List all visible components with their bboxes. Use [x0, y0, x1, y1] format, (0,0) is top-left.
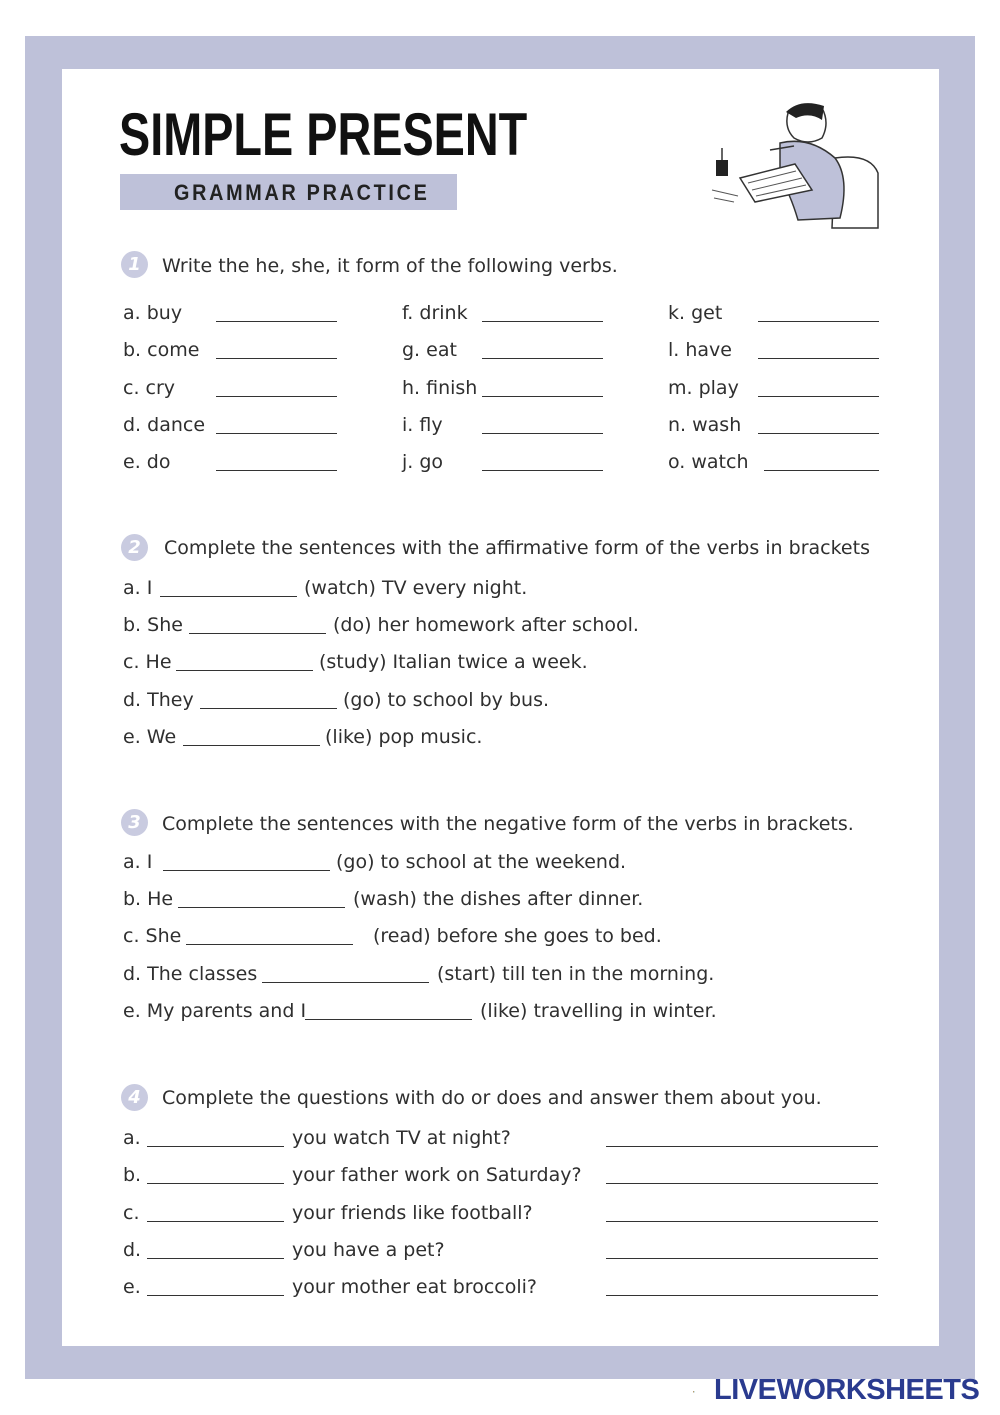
answer-line[interactable]: [606, 1221, 878, 1222]
question-text: your mother eat broccoli?: [292, 1276, 537, 1298]
question-letter: d.: [123, 1239, 142, 1261]
answer-blank[interactable]: [262, 982, 429, 983]
answer-blank[interactable]: [200, 708, 337, 709]
verb-label: a. buy: [123, 302, 183, 324]
answer-blank[interactable]: [758, 433, 879, 434]
verb-label: c. cry: [123, 377, 176, 399]
answer-blank[interactable]: [147, 1258, 284, 1259]
sentence-end: (study) Italian twice a week.: [319, 651, 588, 673]
sentence-end: (do) her homework after school.: [333, 614, 639, 636]
sentence-end: (wash) the dishes after dinner.: [353, 888, 644, 910]
answer-blank[interactable]: [482, 321, 603, 322]
section-1-instruction: Write the he, she, it form of the following verbs.: [162, 255, 618, 277]
sentence-start: a. I: [123, 851, 153, 873]
verb-label: o. watch: [668, 451, 749, 473]
answer-blank[interactable]: [216, 396, 337, 397]
answer-blank[interactable]: [764, 470, 879, 471]
sentence-start: a. I: [123, 577, 153, 599]
question-text: your friends like football?: [292, 1202, 533, 1224]
answer-blank[interactable]: [147, 1295, 284, 1296]
verb-label: i. fly: [402, 414, 443, 436]
sentence-end: (watch) TV every night.: [304, 577, 528, 599]
verb-label: d. dance: [123, 414, 206, 436]
question-text: your father work on Saturday?: [292, 1164, 582, 1186]
verb-label: j. go: [402, 451, 444, 473]
liveworksheets-brand: LIVEWORKSHEETS: [714, 1374, 980, 1406]
liveworksheets-logo-icon: [693, 1380, 713, 1404]
section-3-number: 3: [121, 809, 148, 836]
answer-line[interactable]: [606, 1146, 878, 1147]
answer-blank[interactable]: [216, 470, 337, 471]
answer-blank[interactable]: [176, 670, 313, 671]
answer-blank[interactable]: [189, 633, 326, 634]
answer-blank[interactable]: [482, 433, 603, 434]
answer-blank[interactable]: [482, 396, 603, 397]
section-4-instruction: Complete the questions with do or does and answer them about you.: [162, 1087, 822, 1109]
verb-label: l. have: [668, 339, 732, 361]
verb-label: k. get: [668, 302, 723, 324]
answer-blank[interactable]: [186, 944, 353, 945]
sentence-end: (go) to school at the weekend.: [336, 851, 627, 873]
answer-blank[interactable]: [216, 321, 337, 322]
question-letter: c.: [123, 1202, 140, 1224]
answer-line[interactable]: [606, 1295, 878, 1296]
answer-line[interactable]: [606, 1183, 878, 1184]
verb-label: n. wash: [668, 414, 742, 436]
page-subtitle: GRAMMAR PRACTICE: [174, 180, 430, 205]
verb-label: e. do: [123, 451, 171, 473]
answer-line[interactable]: [606, 1258, 878, 1259]
sentence-end: (start) till ten in the morning.: [437, 963, 715, 985]
section-2-instruction: Complete the sentences with the affirmative form of the verbs in brackets: [164, 537, 870, 559]
verb-label: f. drink: [402, 302, 468, 324]
section-1-number: 1: [121, 251, 148, 278]
answer-blank[interactable]: [482, 358, 603, 359]
sentence-end: (read) before she goes to bed.: [373, 925, 662, 947]
answer-blank[interactable]: [178, 907, 345, 908]
sentence-start: c. She: [123, 925, 182, 947]
sentence-start: d. The classes: [123, 963, 258, 985]
answer-blank[interactable]: [758, 321, 879, 322]
answer-blank[interactable]: [147, 1146, 284, 1147]
verb-label: g. eat: [402, 339, 457, 361]
sentence-start: c. He: [123, 651, 172, 673]
section-3-instruction: Complete the sentences with the negative form of the verbs in brackets.: [162, 813, 854, 835]
verb-label: h. finish: [402, 377, 478, 399]
answer-blank[interactable]: [147, 1221, 284, 1222]
answer-blank[interactable]: [147, 1183, 284, 1184]
sentence-end: (go) to school by bus.: [343, 689, 550, 711]
question-text: you watch TV at night?: [292, 1127, 511, 1149]
sentence-start: d. They: [123, 689, 194, 711]
answer-blank[interactable]: [183, 745, 320, 746]
answer-blank[interactable]: [305, 1019, 472, 1020]
student-reading-illustration: [710, 98, 890, 238]
sentence-start: e. My parents and I: [123, 1000, 307, 1022]
answer-blank[interactable]: [160, 596, 297, 597]
question-text: you have a pet?: [292, 1239, 445, 1261]
sentence-start: b. She: [123, 614, 183, 636]
answer-blank[interactable]: [163, 870, 330, 871]
verb-label: m. play: [668, 377, 739, 399]
section-2-number: 2: [121, 534, 148, 561]
verb-label: b. come: [123, 339, 200, 361]
sentence-end: (like) pop music.: [325, 726, 483, 748]
question-letter: a.: [123, 1127, 141, 1149]
answer-blank[interactable]: [216, 433, 337, 434]
answer-blank[interactable]: [758, 396, 879, 397]
answer-blank[interactable]: [758, 358, 879, 359]
page-title: SIMPLE PRESENT: [119, 101, 528, 168]
sentence-end: (like) travelling in winter.: [480, 1000, 717, 1022]
question-letter: e.: [123, 1276, 141, 1298]
sentence-start: e. We: [123, 726, 177, 748]
sentence-start: b. He: [123, 888, 174, 910]
answer-blank[interactable]: [482, 470, 603, 471]
question-letter: b.: [123, 1164, 142, 1186]
answer-blank[interactable]: [216, 358, 337, 359]
section-4-number: 4: [121, 1084, 148, 1111]
